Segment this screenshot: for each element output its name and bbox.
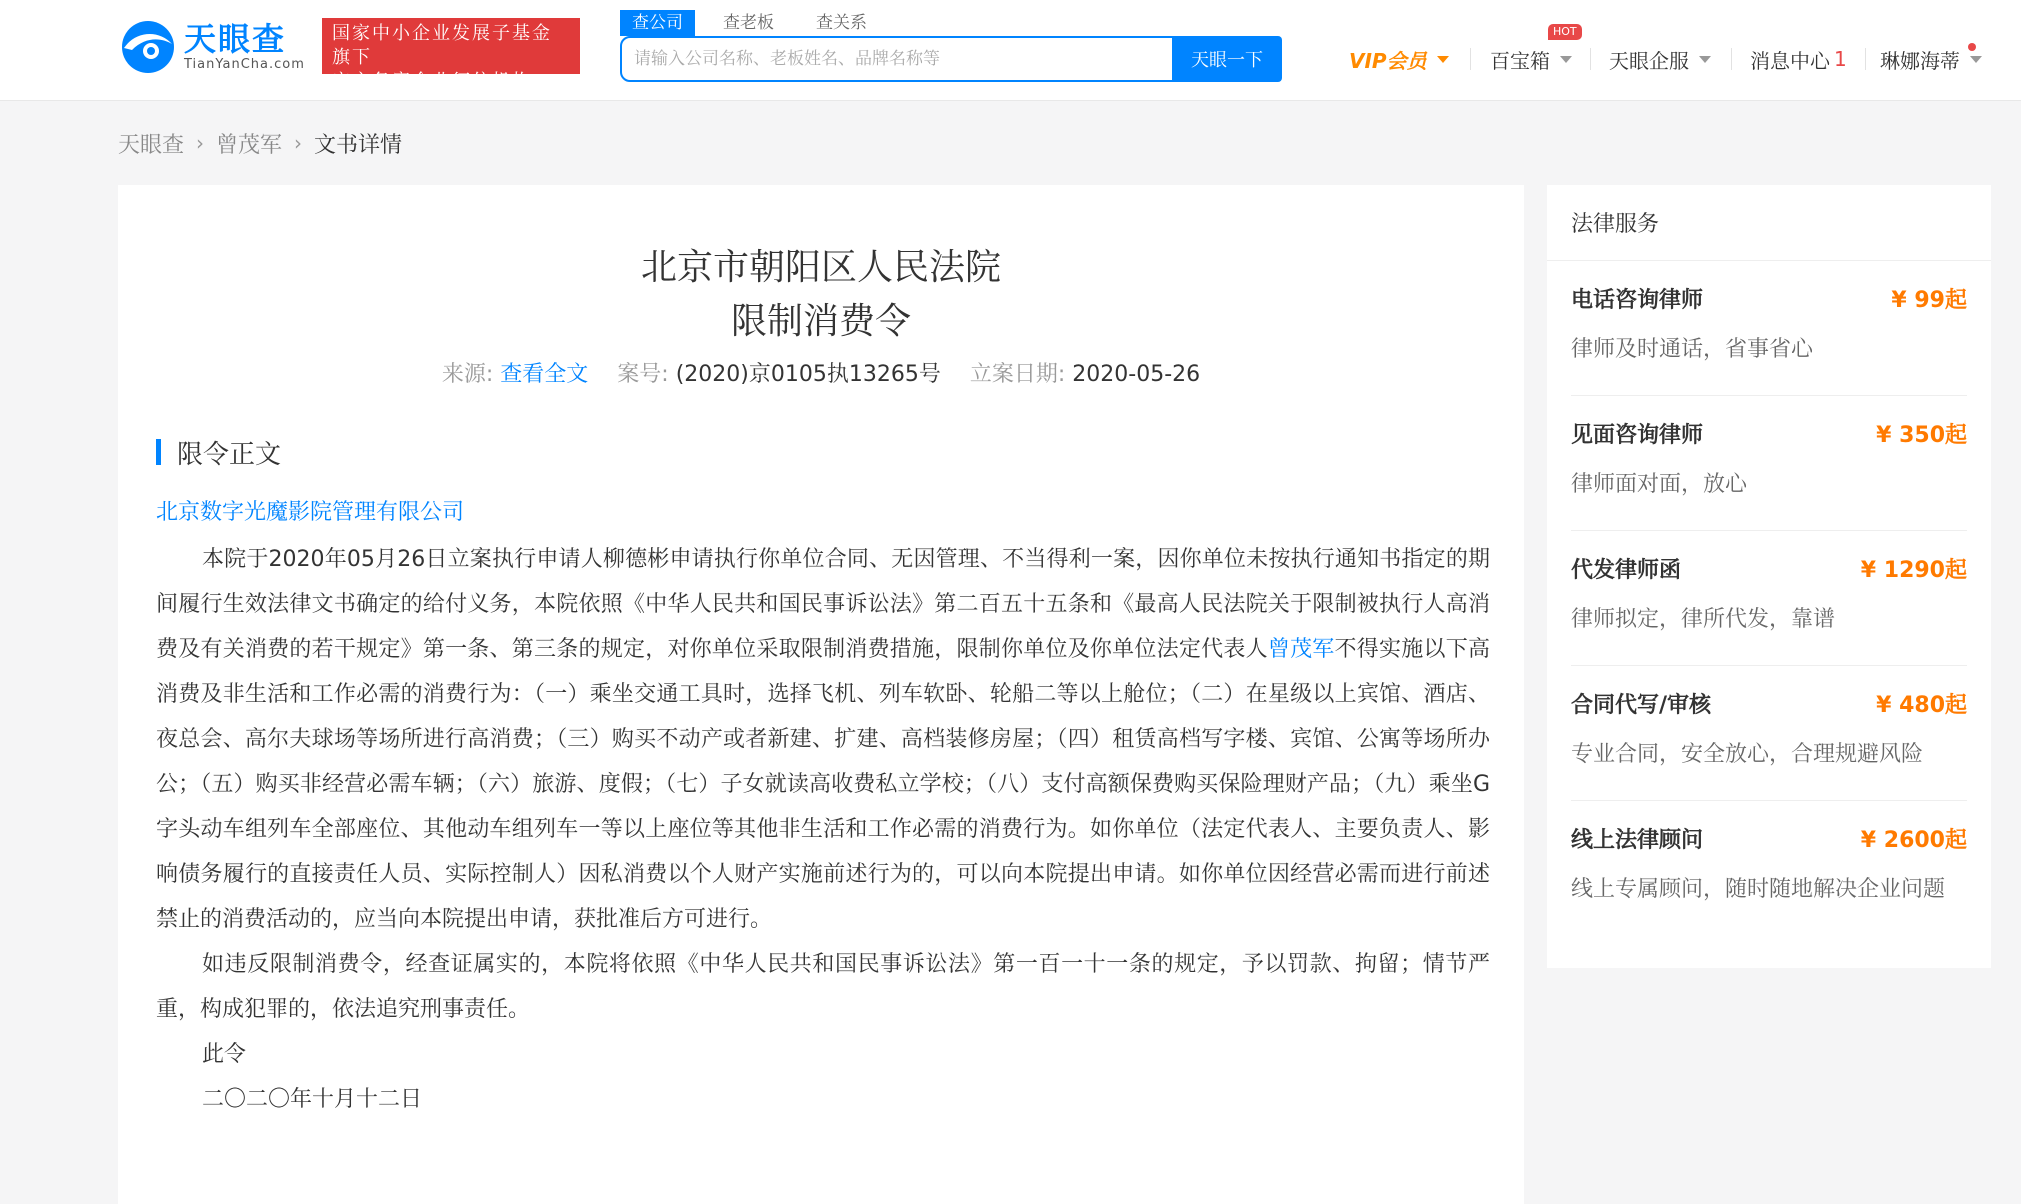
tab-search-company[interactable]: 查公司 [620,10,695,36]
service-name: 电话咨询律师 [1571,288,1704,313]
search-tabs [620,10,897,36]
service-price: ¥ 480起 [1876,693,1967,718]
service-price: ¥ 99起 [1891,288,1967,313]
message-label: 消息中心 [1750,48,1830,73]
enterprise-menu[interactable] [1609,44,1711,74]
service-item[interactable] [1571,261,1967,396]
case-number: (2020)京0105执13265号 [675,362,941,387]
tab-search-relation[interactable]: 查关系 [816,13,867,33]
notification-dot [1968,43,1976,51]
search-button[interactable]: 天眼一下 [1172,36,1282,82]
document-panel [118,185,1524,1204]
court-name: 北京市朝阳区人民法院 [640,247,1001,288]
section-title: 限令正文 [177,439,282,470]
message-center[interactable] [1750,44,1847,74]
service-item[interactable] [1571,396,1967,531]
divider [1590,48,1591,70]
service-name: 合同代写/审核 [1571,693,1712,718]
document-type: 限制消费令 [730,301,911,342]
service-price: ¥ 2600起 [1860,828,1967,853]
filing-date-label: 立案日期: [969,362,1066,387]
user-menu[interactable] [1880,44,1982,74]
section-accent-bar [156,439,161,465]
service-name: 线上法律顾问 [1571,828,1704,853]
paragraph: 二〇二〇年十月十二日 [202,1087,423,1112]
search-box [620,36,1174,82]
document-meta [118,357,1524,388]
chevron-down-icon [1699,56,1711,63]
logo[interactable] [118,18,305,76]
divider [1470,48,1471,70]
panel-title: 法律服务 [1547,185,1991,261]
section-header [156,437,282,470]
service-name: 见面咨询律师 [1571,423,1704,448]
divider [1731,48,1732,70]
legal-services-panel [1547,185,1991,968]
toolbox-menu[interactable] [1490,44,1572,74]
service-desc: 专业合同，安全放心，合理规避风险 [1571,742,1924,767]
search-input[interactable] [622,38,1172,80]
enterprise-label: 天眼企服 [1609,48,1689,73]
service-desc: 线上专属顾问，随时随地解决企业问题 [1571,877,1946,902]
service-name: 代发律师函 [1571,558,1682,583]
chevron-right-icon: › [196,131,205,155]
filing-date: 2020-05-26 [1072,362,1201,387]
person-link[interactable]: 曾茂军 [1267,637,1335,662]
breadcrumb-person[interactable]: 曾茂军 [216,132,283,158]
top-header [0,0,2021,101]
paragraph: 本院于2020年05月26日立案执行申请人柳德彬申请执行你单位合同、无因管理、不当得利一案，因你单位未按执行通知书指定的期间履行生效法律文书确定的给付义务，本院依照《中华人民共和国民事诉讼法》第二百五十五条和《最高人民法院关于限制被执行人高消费及有关消费的若干规定》第一条、第三条的规定，对你单位采取限制消费措施，限制你单位及你单位法定代表人曾茂军不得实施以下高消费及非生活和工作必需的消费行为：（一）乘坐交通工具时，选择飞机、列车软卧、轮船二等以上舱位；（二）在星级以上宾馆、酒店、夜总会、高尔夫球场等场所进行高消费；（三）购买不动产或者新建、扩建、高档装修房屋；（四）租赁高档写字楼、宾馆、公寓等场所办公；（五）购买非经营必需车辆；（六）旅游、度假；（七）子女就读高收费私立学校；（八）支付高额保费购买保险理财产品；（九）乘坐G字头动车组列车全部座位、其他动车组列车一等以上座位等其他非生活和工作必需的消费行为。如你单位（法定代表人、主要负责人、影响债务履行的直接责任人员、实际控制人）因私消费以个人财产实施前述行为的，可以向本院提出申请。如你单位因经营必需而进行前述禁止的消费活动的，应当向本院提出申请，获批准后方可进行。 [156,547,1490,932]
toolbox-label: 百宝箱 [1490,48,1550,73]
chevron-right-icon: › [294,131,303,155]
source-label: 来源: [441,362,494,387]
vip-label: VIP会员 [1349,48,1427,73]
breadcrumb [118,128,402,158]
service-desc: 律师面对面，放心 [1571,472,1748,497]
divider [1865,48,1866,70]
chevron-down-icon [1560,56,1572,63]
document-body [156,537,1490,1122]
vip-menu[interactable] [1349,44,1449,74]
service-price: ¥ 1290起 [1860,558,1967,583]
view-full-text-link[interactable]: 查看全文 [500,362,589,387]
logo-text: 天眼查 [184,20,287,58]
service-desc: 律师及时通话，省事省心 [1571,337,1814,362]
slogan-badge: 国家中小企业发展子基金旗下 官方备案企业征信机构 [322,18,580,74]
username: 琳娜海蒂 [1880,48,1960,73]
service-item[interactable] [1571,531,1967,666]
service-price: ¥ 350起 [1876,423,1967,448]
service-item[interactable] [1571,801,1967,968]
logo-eye-icon [118,18,178,76]
tab-search-boss[interactable]: 查老板 [723,13,774,33]
paragraph: 如违反限制消费令，经查证属实的，本院将依照《中华人民共和国民事诉讼法》第一百一十一条的规定，予以罚款、拘留；情节严重，构成犯罪的，依法追究刑事责任。 [156,952,1490,1022]
message-count: 1 [1834,47,1847,71]
breadcrumb-home[interactable]: 天眼查 [118,132,185,158]
breadcrumb-current: 文书详情 [314,132,403,158]
paragraph: 此令 [202,1042,247,1067]
hot-badge: HOT [1548,24,1582,40]
chevron-down-icon [1970,56,1982,63]
chevron-down-icon [1437,56,1449,63]
logo-domain: TianYanCha.com [184,57,305,72]
service-desc: 律师拟定，律所代发，靠谱 [1571,607,1836,632]
case-number-label: 案号: [617,362,669,387]
company-link[interactable]: 北京数字光魔影院管理有限公司 [156,500,465,525]
service-item[interactable] [1571,666,1967,801]
